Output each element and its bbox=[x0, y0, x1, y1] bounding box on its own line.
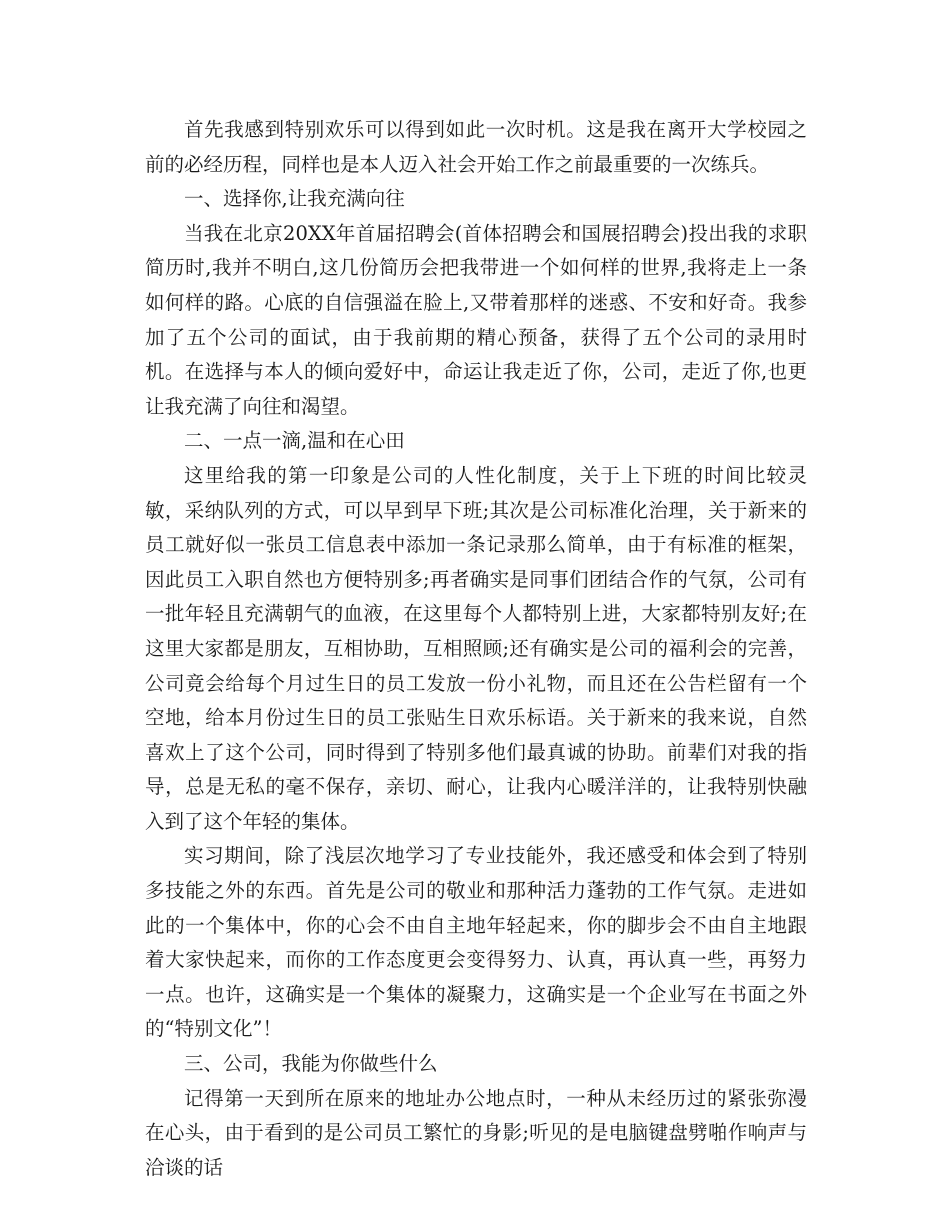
paragraph-internship: 实习期间，除了浅层次地学习了专业技能外，我还感受和体会到了特别多技能之外的东西。首先是公司的敬业和那种活力蓬勃的工作气氛。走进如此的一个集体中，你的心会不由自主地年轻起来，你的脚步会不由自主地跟着大家快起来，而你的工作态度更会变得努力、认真，再认真一些，再努力一点。也许，这确实是一个集体的凝聚力，这确实是一个企业写在书面之外的“特别文化”！ bbox=[145, 844, 807, 1041]
paragraph-job-fair: 当我在北京20XX年首届招聘会(首体招聘会和国展招聘会)投出我的求职简历时,我并不明白,这几份简历会把我带进一个如何样的世界,我将走上一条如何样的路。心底的自信强溢在脸上,又带着那样的迷惑、不安和好奇。我参加了五个公司的面试，由于我前期的精心预备，获得了五个公司的录用时机。在选择与本人的倾向爱好中，命运让我走近了你，公司，走近了你,也更让我充满了向往和渴望。 bbox=[145, 221, 807, 418]
section-heading-3: 三、公司，我能为你做些什么 bbox=[184, 1052, 438, 1076]
paragraph-intro: 首先我感到特别欢乐可以得到如此一次时机。这是我在离开大学校园之前的必经历程，同样也是本人迈入社会开始工作之前最重要的一次练兵。 bbox=[145, 118, 807, 176]
paragraph-first-impression: 这里给我的第一印象是公司的人性化制度，关于上下班的时间比较灵敏，采纳队列的方式，可以早到早下班;其次是公司标准化治理，关于新来的员工就好似一张员工信息表中添加一条记录那么简单，由于有标准的框架，因此员工入职自然也方便特别多;再者确实是同事们团结合作的气氛，公司有一批年轻且充满朝气的血液，在这里每个人都特别上进，大家都特别友好;在这里大家都是朋友，互相协助，互相照顾;还有确实是公司的福利会的完善，公司竟会给每个月过生日的员工发放一份小礼物，而且还在公告栏留有一个空地，给本月份过生日的员工张贴生日欢乐标语。关于新来的我来说，自然喜欢上了这个公司，同时得到了特别多他们最真诚的协助。前辈们对我的指导，总是无私的毫不保存，亲切、耐心，让我内心暖洋洋的，让我特别快融入到了这个年轻的集体。 bbox=[145, 463, 807, 833]
section-heading-1: 一、选择你,让我充满向往 bbox=[184, 187, 405, 211]
section-heading-2: 二、一点一滴,温和在心田 bbox=[184, 429, 405, 453]
document-page bbox=[145, 113, 807, 1185]
paragraph-first-day: 记得第一天到所在原来的地址办公地点时，一种从未经历过的紧张弥漫在心头，由于看到的是公司员工繁忙的身影;听见的是电脑键盘劈啪作响声与洽谈的话 bbox=[145, 1086, 807, 1179]
